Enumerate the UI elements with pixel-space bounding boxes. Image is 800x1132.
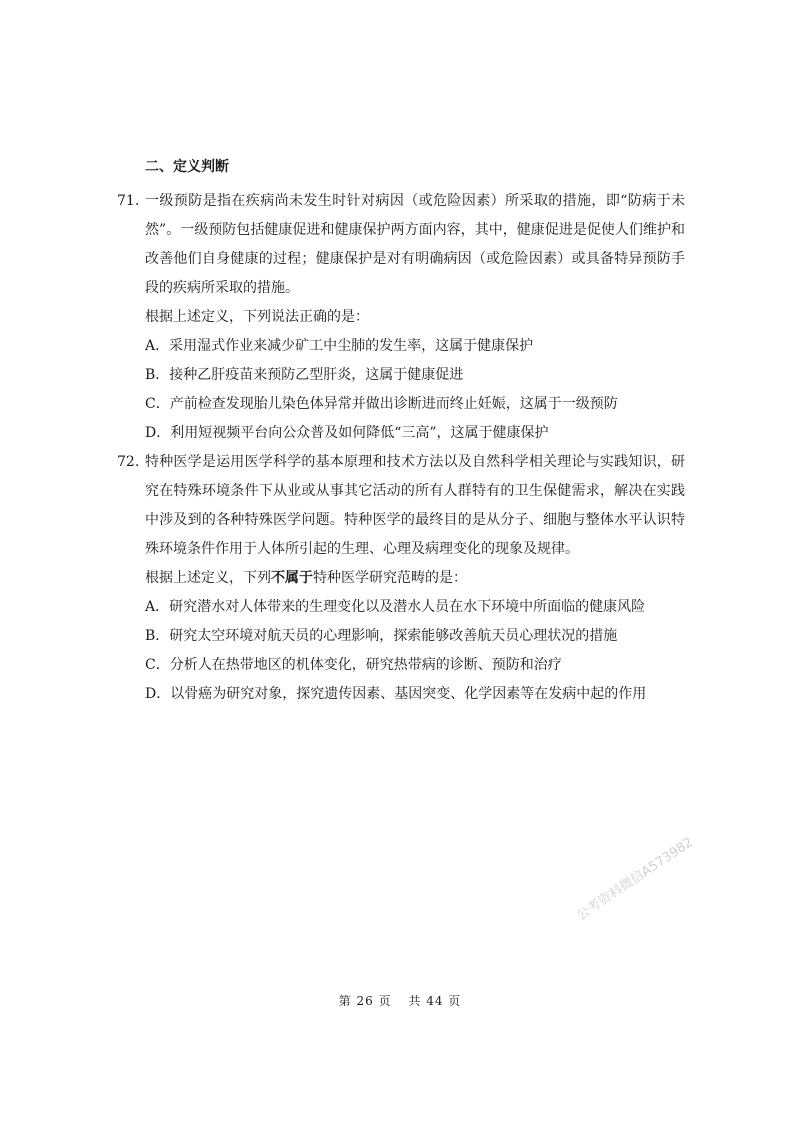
option-a: A．研究潜水对人体带来的生理变化以及潜水人员在水下环境中所面临的健康风险 <box>145 599 646 615</box>
prompt-after: 特种医学研究范畴的是： <box>313 570 467 586</box>
option-b: B．研究太空环境对航天员的心理影响，探索能够改善航天员心理状况的措施 <box>145 628 618 644</box>
option-a: A．采用湿式作业来减少矿工中尘肺的发生率，这属于健康保护 <box>145 338 534 354</box>
question-stem: 特种医学是运用医学科学的基本原理和技术方法以及自然科学相关理论与实践知识，研究在特殊环境条件下从业或从事其它活动的所有人群特有的卫生保健需求，解决在实践中涉及到的各种特殊医学问题。特种医学的最终目的是从分子、细胞与整体水平认识特殊环境条件作用于人体所引起的生理、心理及病理变化的现象及规律。 <box>145 454 685 557</box>
page-total: 共 44 页 <box>408 994 462 1008</box>
option-b: B．接种乙肝疫苗来预防乙型肝炎，这属于健康促进 <box>145 367 464 383</box>
question-number: 72. <box>117 454 140 470</box>
prompt-before: 根据上述定义，下列 <box>145 570 271 586</box>
question-prompt <box>145 564 467 593</box>
prompt-emphasis: 不属于 <box>271 570 313 586</box>
page-number: 第 26 页 <box>338 994 392 1008</box>
section-heading: 二、定义判断 <box>145 159 229 175</box>
option-c: C．分析人在热带地区的机体变化，研究热带病的诊断、预防和治疗 <box>145 657 562 673</box>
watermark: 公考资料微信A573982 <box>574 834 696 924</box>
option-d: D．利用短视频平台向公众普及如何降低“三高”，这属于健康保护 <box>145 425 549 441</box>
option-c: C．产前检查发现胎儿染色体异常并做出诊断进而终止妊娠，这属于一级预防 <box>145 396 618 412</box>
option-d: D．以骨癌为研究对象，探究遗传因素、基因突变、化学因素等在发病中起的作用 <box>145 686 647 702</box>
question-prompt: 根据上述定义，下列说法正确的是： <box>145 309 369 325</box>
question-number: 71. <box>117 193 140 209</box>
page-footer <box>0 992 800 1009</box>
question-stem: 一级预防是指在疾病尚未发生时针对病因（或危险因素）所采取的措施，即“防病于未然”。一级预防包括健康促进和健康保护两方面内容，其中，健康促进是促使人们维护和改善他们自身健康的过程；健康保护是对有明确病因（或危险因素）或具备特异预防手段的疾病所采取的措施。 <box>145 193 685 296</box>
